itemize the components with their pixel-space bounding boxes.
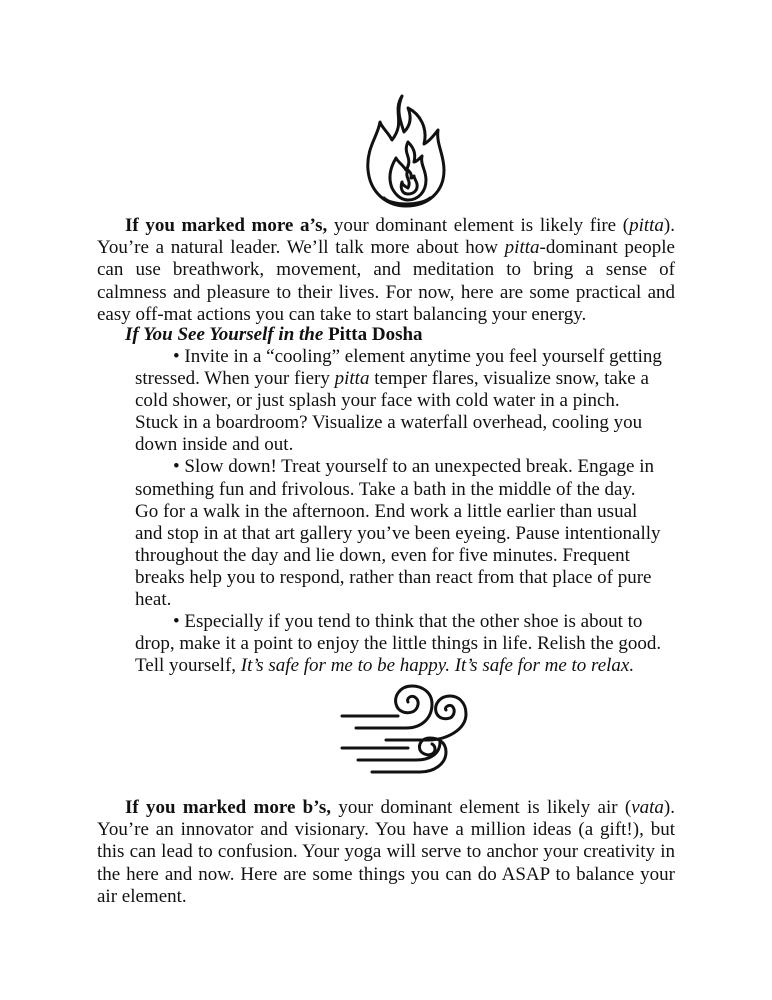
air-text-1: your dominant element is likely air (	[331, 797, 632, 818]
wind-icon	[336, 684, 472, 784]
fire-icon	[362, 92, 448, 212]
fire-text-1: your dominant element is likely fire (	[327, 215, 630, 236]
list-item: • Invite in a “cooling” element anytime you feel yourself getting stressed. When your fiery pitta temper flares, visualize snow, take a cold shower, or just splash your face with cold water in a pinch. Stuck in a boardroom? Visualize a waterfall overhead, cooling you down inside and out.	[135, 346, 662, 456]
pitta-bullet-list	[135, 346, 663, 677]
fire-term-2: pitta	[504, 237, 540, 259]
subheading-italic: If You See Yourself in the	[125, 324, 324, 345]
fire-term-1: pitta	[629, 215, 664, 236]
subheading-bold: Pitta Dosha	[323, 324, 423, 345]
fire-text-3: -dominant people can use breathwork, movement, and meditation to bring a sense of calmness and pleasure to their lives. For now, here are some practical and easy off-mat actions you can take to start balancing your energy.	[97, 237, 675, 325]
list-item: • Especially if you tend to think that the other shoe is about to drop, make it a point to enjoy the little things in life. Relish the good. Tell yourself, It’s safe for me to be happy. It’s safe for me to relax.	[135, 611, 662, 677]
air-text-2: ). You’re an innovator and visionary. You have a million ideas (a gift!), but this can lead to confusion. Your yoga will serve to anchor your creativity in the here and now. Here are some things you can do ASAP to balance your air element.	[97, 797, 675, 907]
fire-lead: If you marked more a’s,	[125, 215, 328, 236]
fire-paragraph	[97, 215, 675, 326]
air-lead: If you marked more b’s,	[125, 797, 332, 818]
pitta-subheading	[125, 324, 423, 346]
list-item: • Slow down! Treat yourself to an unexpected break. Engage in something fun and frivolous. Take a bath in the middle of the day. Go for a walk in the afternoon. End work a little earlier than usual and stop in at that art gallery you’ve been eyeing. Pause intentionally throughout the day and lie down, even for five minutes. Frequent breaks help you to respond, rather than react from that place of pure heat.	[135, 456, 661, 611]
air-paragraph	[97, 797, 675, 908]
air-term-1: vata	[631, 797, 664, 818]
fire-text-2: ). You’re a natural leader. We’ll talk more about how	[97, 215, 675, 259]
